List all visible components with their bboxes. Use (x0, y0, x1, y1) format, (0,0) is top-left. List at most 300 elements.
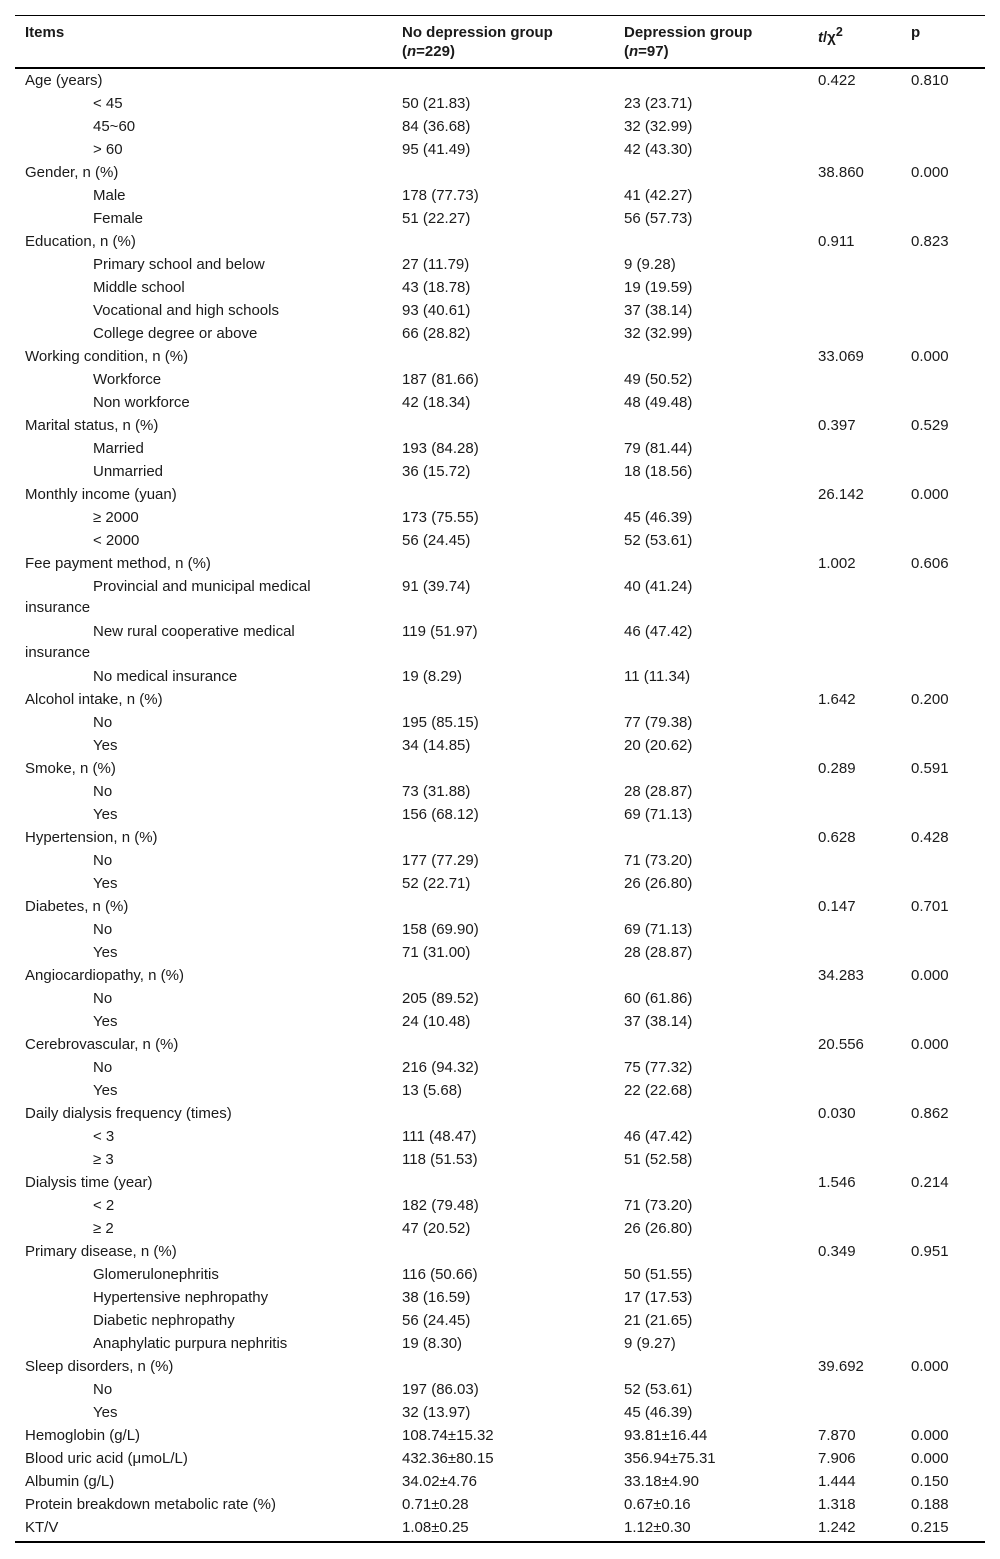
row-label-text: No (93, 1381, 113, 1398)
table-header (15, 16, 985, 69)
row-label-text: Diabetes, n (%) (25, 898, 129, 915)
p-value: 0.000 (911, 1036, 949, 1053)
table-row (15, 138, 985, 161)
no-depression-value: 205 (89.52) (402, 990, 479, 1007)
table-row (15, 161, 985, 184)
no-depression-value: 118 (51.53) (402, 1151, 478, 1168)
no-depression-value (392, 230, 614, 253)
depression-value: 26 (26.80) (624, 1220, 693, 1237)
row-label-text: Glomerulonephritis (93, 1266, 219, 1283)
p-value (901, 849, 985, 872)
p-value: 0.951 (911, 1243, 949, 1260)
row-label-text: > 60 (93, 141, 123, 158)
test-statistic-value (808, 849, 901, 872)
p-value (901, 184, 985, 207)
p-value: 0.214 (911, 1174, 949, 1191)
p-value: 0.000 (911, 164, 949, 181)
row-label (15, 575, 392, 620)
p-value: 0.215 (901, 1516, 985, 1542)
no-depression-value: 91 (39.74) (402, 578, 471, 595)
row-label (15, 1217, 392, 1240)
row-label-continuation: insurance (25, 644, 91, 661)
p-value (901, 1263, 985, 1286)
no-depression-value: 187 (81.66) (402, 371, 479, 388)
table-row (15, 987, 985, 1010)
p-value (901, 575, 985, 620)
row-label-text: Primary disease, n (%) (25, 1243, 177, 1260)
depression-value: 48 (49.48) (624, 394, 693, 411)
row-label-text: Primary school and below (93, 256, 265, 273)
no-depression-value: 34 (14.85) (402, 737, 471, 754)
row-label (15, 620, 392, 665)
test-statistic-value (808, 437, 901, 460)
row-label-text: Working condition, n (%) (25, 348, 189, 365)
no-depression-value: 193 (84.28) (402, 440, 479, 457)
row-label (15, 1470, 392, 1493)
p-value (901, 941, 985, 964)
depression-value: 42 (43.30) (624, 141, 693, 158)
p-value (901, 872, 985, 895)
test-statistic-value (808, 711, 901, 734)
p-value (901, 987, 985, 1010)
row-label (15, 1240, 392, 1263)
depression-value (614, 1102, 808, 1125)
depression-value: 93.81±16.44 (624, 1427, 708, 1444)
p-value: 0.823 (911, 233, 949, 250)
no-depression-value (392, 964, 614, 987)
p-value: 0.701 (911, 898, 949, 915)
no-depression-value (392, 688, 614, 711)
row-label (15, 345, 392, 368)
table-row (15, 552, 985, 575)
no-depression-value: 19 (8.30) (402, 1335, 463, 1352)
no-depression-value (392, 1033, 614, 1056)
row-label-text: No (93, 990, 113, 1007)
table-row (15, 872, 985, 895)
p-value (901, 391, 985, 414)
p-value: 0.200 (911, 691, 949, 708)
test-statistic-value: 7.870 (818, 1427, 856, 1444)
table-container (15, 15, 985, 1543)
depression-value: 19 (19.59) (624, 279, 693, 296)
row-label (15, 757, 392, 780)
row-label (15, 987, 392, 1010)
no-depression-value (392, 826, 614, 849)
p-value: 0.000 (911, 1358, 949, 1375)
no-depression-value: 116 (50.66) (402, 1266, 478, 1283)
no-depression-value (392, 1355, 614, 1378)
test-statistic-value: 1.444 (818, 1473, 856, 1490)
row-label-text: Hypertension, n (%) (25, 829, 158, 846)
row-label-text: Yes (93, 944, 118, 961)
row-label-text: Vocational and high schools (93, 302, 279, 319)
row-label-text: No (93, 783, 113, 800)
table-row (15, 1194, 985, 1217)
row-label-text: < 2 (93, 1197, 115, 1214)
p-value: 0.529 (911, 417, 949, 434)
test-statistic-value: 20.556 (818, 1036, 864, 1053)
p-value (901, 665, 985, 688)
row-label-text: Dialysis time (year) (25, 1174, 153, 1191)
row-label-text: Yes (93, 1404, 118, 1421)
row-label-text: Alcohol intake, n (%) (25, 691, 163, 708)
p-value (901, 1125, 985, 1148)
depression-value: 1.12±0.30 (614, 1516, 808, 1542)
depression-value: 77 (79.38) (624, 714, 693, 731)
row-label-text: Smoke, n (%) (25, 760, 116, 777)
depression-value: 21 (21.65) (624, 1312, 693, 1329)
table-row (15, 711, 985, 734)
table-row (15, 1493, 985, 1516)
test-statistic-value: 1.002 (818, 555, 856, 572)
table-row (15, 757, 985, 780)
header-items: Items (15, 16, 392, 69)
row-label (15, 1171, 392, 1194)
table-row (15, 780, 985, 803)
row-label (15, 368, 392, 391)
header-test-statistic (808, 16, 901, 69)
no-depression-value (392, 757, 614, 780)
row-label-text: KT/V (25, 1519, 59, 1536)
depression-value: 32 (32.99) (624, 325, 693, 342)
test-statistic-value: 0.397 (818, 417, 856, 434)
row-label-text: ≥ 2000 (93, 509, 139, 526)
no-depression-value (392, 68, 614, 92)
row-label (15, 1125, 392, 1148)
row-label (15, 1447, 392, 1470)
p-value (901, 460, 985, 483)
table-row (15, 1355, 985, 1378)
row-label (15, 460, 392, 483)
table-row (15, 299, 985, 322)
row-label (15, 734, 392, 757)
row-label (15, 184, 392, 207)
row-label (15, 483, 392, 506)
test-statistic-value (808, 780, 901, 803)
test-statistic-value (808, 734, 901, 757)
table-row (15, 826, 985, 849)
table-row (15, 1447, 985, 1470)
row-label (15, 849, 392, 872)
p-value (901, 1378, 985, 1401)
p-value (901, 276, 985, 299)
p-value: 0.000 (911, 1450, 949, 1467)
no-depression-value: 173 (75.55) (402, 509, 479, 526)
p-value (901, 1148, 985, 1171)
no-depression-value: 32 (13.97) (402, 1404, 471, 1421)
no-depression-value: 84 (36.68) (402, 118, 471, 135)
row-label (15, 299, 392, 322)
p-value (901, 1332, 985, 1355)
test-statistic-value (808, 1125, 901, 1148)
no-depression-value: 182 (79.48) (402, 1197, 479, 1214)
p-value (901, 368, 985, 391)
p-value: 0.000 (911, 1427, 949, 1444)
row-label-text: Diabetic nephropathy (93, 1312, 235, 1329)
p-value: 0.606 (911, 555, 949, 572)
test-statistic-value (808, 138, 901, 161)
no-depression-value: 178 (77.73) (402, 187, 479, 204)
test-statistic-value (808, 1194, 901, 1217)
table-row (15, 1079, 985, 1102)
test-statistic-value (808, 872, 901, 895)
no-depression-value: 56 (24.45) (402, 532, 471, 549)
no-depression-value: 24 (10.48) (402, 1013, 471, 1030)
table-row (15, 1263, 985, 1286)
row-label (15, 1309, 392, 1332)
no-depression-value: 0.71±0.28 (402, 1496, 469, 1513)
test-statistic-value (808, 299, 901, 322)
depression-value: 37 (38.14) (624, 1013, 693, 1030)
row-label-text: < 2000 (93, 532, 140, 549)
table-row (15, 253, 985, 276)
depression-value: 22 (22.68) (624, 1082, 693, 1099)
depression-value (614, 1355, 808, 1378)
row-label-text: Hemoglobin (g/L) (25, 1427, 141, 1444)
depression-value: 9 (9.28) (624, 256, 676, 273)
row-label (15, 115, 392, 138)
depression-value: 69 (71.13) (624, 806, 693, 823)
no-depression-value (392, 895, 614, 918)
row-label (15, 1493, 392, 1516)
depression-value (614, 688, 808, 711)
depression-value: 11 (11.34) (624, 668, 691, 685)
depression-value: 52 (53.61) (624, 1381, 693, 1398)
test-statistic-value: 39.692 (818, 1358, 864, 1375)
row-label (15, 138, 392, 161)
test-statistic-value: 0.422 (818, 72, 856, 89)
test-statistic-value: 0.147 (818, 898, 856, 915)
row-label-text: Workforce (93, 371, 162, 388)
no-depression-value: 216 (94.32) (402, 1059, 479, 1076)
header-depression-group (614, 16, 808, 69)
row-label (15, 437, 392, 460)
table-row (15, 665, 985, 688)
depression-value (614, 68, 808, 92)
p-value: 0.862 (911, 1105, 949, 1122)
table-row (15, 1516, 985, 1542)
depression-value: 75 (77.32) (624, 1059, 693, 1076)
row-label-text: Non workforce (93, 394, 190, 411)
test-statistic-value (808, 803, 901, 826)
row-label (15, 895, 392, 918)
row-label (15, 253, 392, 276)
no-depression-value: 47 (20.52) (402, 1220, 471, 1237)
row-label-text: 45~60 (93, 118, 136, 135)
table-row (15, 1240, 985, 1263)
row-label (15, 1286, 392, 1309)
row-label (15, 1033, 392, 1056)
p-value: 0.000 (911, 967, 949, 984)
row-label (15, 1079, 392, 1102)
row-label-text: Yes (93, 875, 118, 892)
table-row (15, 529, 985, 552)
depression-value (614, 1240, 808, 1263)
no-depression-value: 56 (24.45) (402, 1312, 471, 1329)
depression-value: 23 (23.71) (624, 95, 693, 112)
table-row (15, 92, 985, 115)
table-row (15, 1125, 985, 1148)
row-label-text: No (93, 1059, 113, 1076)
table-row (15, 345, 985, 368)
table-body (15, 68, 985, 1542)
table-row (15, 1033, 985, 1056)
test-statistic-value (808, 391, 901, 414)
header-group2-n-open: ( (624, 43, 629, 60)
row-label (15, 1516, 392, 1542)
row-label-text: No (93, 852, 113, 869)
row-label-text: Daily dialysis frequency (times) (25, 1105, 232, 1122)
table-row (15, 895, 985, 918)
table-row (15, 1309, 985, 1332)
no-depression-value: 42 (18.34) (402, 394, 471, 411)
test-statistic-value (808, 1309, 901, 1332)
no-depression-value: 50 (21.83) (402, 95, 471, 112)
test-statistic-value (808, 1378, 901, 1401)
table-row (15, 575, 985, 620)
table-row (15, 964, 985, 987)
table-row (15, 1056, 985, 1079)
row-label-text: Sleep disorders, n (%) (25, 1358, 174, 1375)
table-row (15, 506, 985, 529)
table-row (15, 734, 985, 757)
test-statistic-value (808, 529, 901, 552)
table-row (15, 322, 985, 345)
row-label-text: No (93, 714, 113, 731)
test-statistic-value (808, 506, 901, 529)
no-depression-value: 156 (68.12) (402, 806, 479, 823)
row-label-text: Marital status, n (%) (25, 417, 159, 434)
row-label (15, 230, 392, 253)
no-depression-value: 13 (5.68) (402, 1082, 463, 1099)
p-value (901, 620, 985, 665)
header-group1-n-italic: n (407, 43, 417, 60)
depression-value: 71 (73.20) (624, 1197, 693, 1214)
depression-value: 17 (17.53) (624, 1289, 693, 1306)
row-label-continuation: insurance (25, 599, 91, 616)
row-label-text: Albumin (g/L) (25, 1473, 115, 1490)
table-row (15, 1470, 985, 1493)
table-row (15, 803, 985, 826)
row-label-text: Fee payment method, n (%) (25, 555, 211, 572)
table-row (15, 1332, 985, 1355)
test-statistic-value (808, 1401, 901, 1424)
no-depression-value: 177 (77.29) (402, 852, 479, 869)
row-label-text: Male (93, 187, 126, 204)
row-label-text: Provincial and municipal medical (93, 578, 311, 595)
no-depression-value: 119 (51.97) (402, 623, 478, 640)
depression-value (614, 1033, 808, 1056)
test-statistic-value (808, 322, 901, 345)
test-statistic-value (808, 1332, 901, 1355)
depression-value (614, 895, 808, 918)
test-statistic-value: 0.030 (818, 1105, 856, 1122)
test-statistic-value (808, 1148, 901, 1171)
table-row (15, 460, 985, 483)
row-label-text: Blood uric acid (μmoL/L) (25, 1450, 188, 1467)
table-row (15, 1102, 985, 1125)
no-depression-value (392, 161, 614, 184)
p-value (901, 1309, 985, 1332)
row-label (15, 322, 392, 345)
row-label-text: ≥ 3 (93, 1151, 114, 1168)
row-label (15, 1355, 392, 1378)
table-row (15, 1378, 985, 1401)
no-depression-value: 19 (8.29) (402, 668, 463, 685)
test-statistic-value: 33.069 (818, 348, 864, 365)
table-row (15, 849, 985, 872)
table-row (15, 368, 985, 391)
depression-value: 28 (28.87) (624, 944, 693, 961)
no-depression-value: 52 (22.71) (402, 875, 471, 892)
p-value: 0.428 (911, 829, 949, 846)
no-depression-value: 71 (31.00) (402, 944, 471, 961)
test-statistic-value (808, 941, 901, 964)
baseline-characteristics-table (15, 15, 985, 1543)
table-row (15, 918, 985, 941)
p-value (901, 437, 985, 460)
row-label-text: Unmarried (93, 463, 164, 480)
test-statistic-value: 1.546 (818, 1174, 856, 1191)
no-depression-value: 158 (69.90) (402, 921, 479, 938)
depression-value: 20 (20.62) (624, 737, 693, 754)
table-row (15, 688, 985, 711)
depression-value: 0.67±0.16 (624, 1496, 691, 1513)
table-row (15, 115, 985, 138)
depression-value: 51 (52.58) (624, 1151, 693, 1168)
table-row (15, 1217, 985, 1240)
depression-value: 79 (81.44) (624, 440, 693, 457)
no-depression-value: 108.74±15.32 (402, 1427, 494, 1444)
row-label (15, 964, 392, 987)
table-row (15, 207, 985, 230)
depression-value: 69 (71.13) (624, 921, 693, 938)
row-label (15, 68, 392, 92)
depression-value (614, 757, 808, 780)
no-depression-value (392, 1240, 614, 1263)
row-label (15, 665, 392, 688)
p-value: 0.591 (911, 760, 949, 777)
p-value: 0.188 (911, 1496, 949, 1513)
test-statistic-value (808, 253, 901, 276)
header-no-depression-group (392, 16, 614, 69)
depression-value (614, 414, 808, 437)
test-statistic-value (808, 207, 901, 230)
row-label-text: Monthly income (yuan) (25, 486, 177, 503)
test-statistic-value (808, 620, 901, 665)
row-label (15, 1194, 392, 1217)
row-label (15, 872, 392, 895)
table-row (15, 414, 985, 437)
row-label (15, 826, 392, 849)
depression-value: 28 (28.87) (624, 783, 693, 800)
header-group1-n-open: ( (402, 43, 407, 60)
depression-value: 60 (61.86) (624, 990, 693, 1007)
test-statistic-value (808, 1010, 901, 1033)
depression-value: 49 (50.52) (624, 371, 693, 388)
row-label-text: No medical insurance (93, 668, 238, 685)
depression-value: 18 (18.56) (624, 463, 693, 480)
p-value (901, 711, 985, 734)
no-depression-value: 36 (15.72) (402, 463, 471, 480)
p-value (901, 1079, 985, 1102)
depression-value (614, 230, 808, 253)
depression-value: 32 (32.99) (624, 118, 693, 135)
depression-value (614, 552, 808, 575)
depression-value: 26 (26.80) (624, 875, 693, 892)
header-group2-n-italic: n (629, 43, 639, 60)
test-statistic-value (808, 115, 901, 138)
